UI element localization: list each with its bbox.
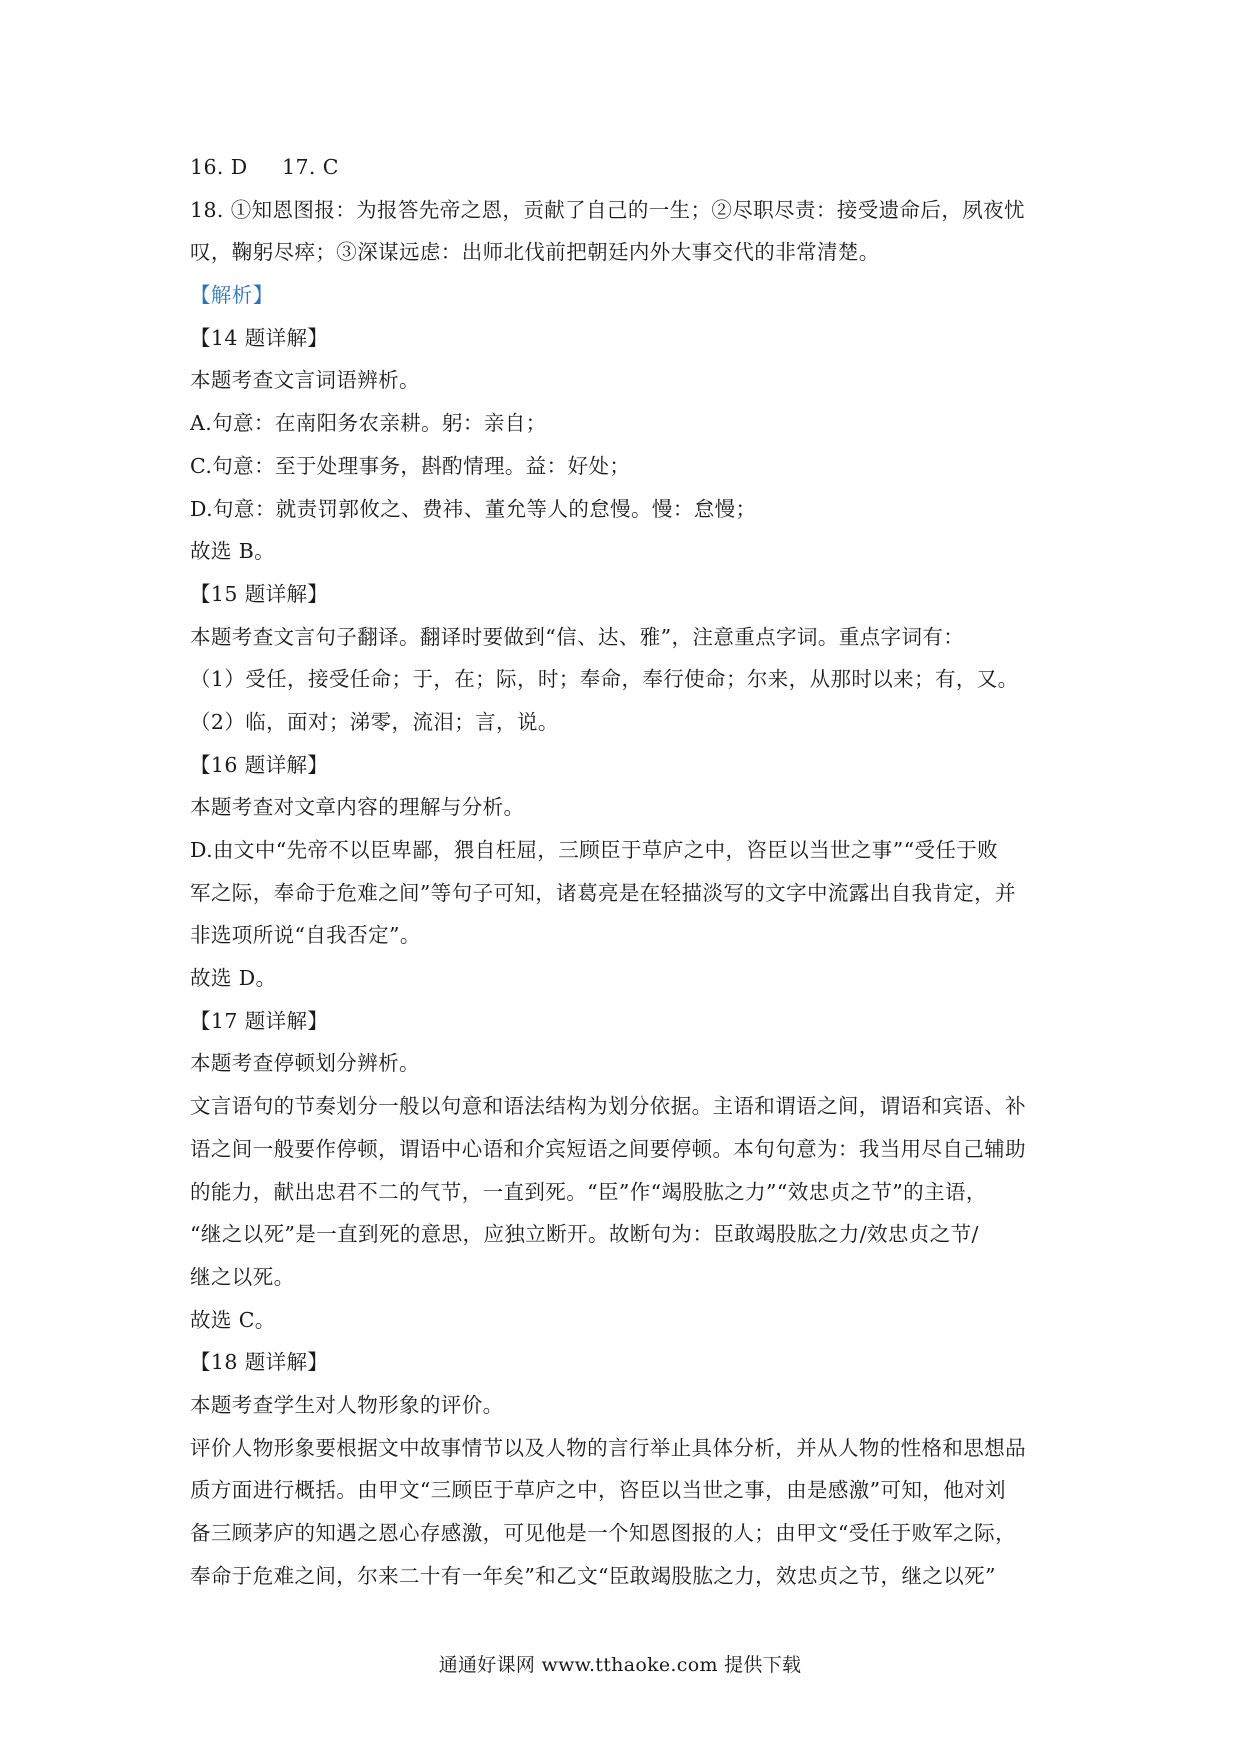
section-18-line: 本题考查学生对人物形象的评价。 (190, 1392, 504, 1417)
answer-18-line-2: 叹，鞠躬尽瘁；③深谋远虑：出师北伐前把朝廷内外大事交代的非常清楚。 (190, 240, 880, 265)
section-17-line: 继之以死。 (190, 1264, 295, 1289)
section-16-line: D.由文中“先帝不以臣卑鄙，猥自枉屈，三顾臣于草庐之中，咨臣以当世之事”“受任于败 (190, 838, 999, 862)
section-17-line: “继之以死”是一直到死的意思，应独立断开。故断句为：臣敢竭股肱之力/效忠贞之节/ (190, 1222, 979, 1247)
section-15-line: 本题考查文言句子翻译。翻译时要做到“信、达、雅”，注意重点字词。重点字词有： (190, 624, 965, 649)
section-14-line: 本题考查文言词语辨析。 (190, 368, 420, 393)
section-14-line: A.句意：在南阳务农亲耕。躬：亲自； (190, 411, 547, 436)
answer-18-line-1: 18. ①知恩图报：为报答先帝之恩，贡献了自己的一生；②尽职尽责：接受遗命后，夙夜忧 (190, 197, 1025, 222)
section-18-line: 评价人物形象要根据文中故事情节以及人物的言行举止具体分析，并从人物的性格和思想品 (190, 1435, 1026, 1460)
section-16-line: 本题考查对文章内容的理解与分析。 (190, 795, 525, 820)
section-17-line: 的能力，献出忠君不二的气节，一直到死。“臣”作“竭股肱之力”“效忠贞之节”的主语， (190, 1179, 987, 1204)
analysis-label: 【解析】 (190, 283, 274, 308)
section-16-line: 故选 D。 (190, 966, 277, 991)
answers-row (190, 146, 1070, 189)
section-heading-15: 【15 题详解】 (190, 581, 329, 606)
section-heading-18: 【18 题详解】 (190, 1350, 329, 1375)
section-14-line: D.句意：就责罚郭攸之、费祎、董允等人的怠慢。慢：怠慢； (190, 496, 757, 521)
section-heading-14: 【14 题详解】 (190, 325, 329, 350)
section-18-line: 备三顾茅庐的知遇之恩心存感激，可见他是一个知恩图报的人；由甲文“受任于败军之际， (190, 1521, 1016, 1545)
section-18-line: 质方面进行概括。由甲文“三顾臣于草庐之中，咨臣以当世之事，由是感激”可知，他对刘 (190, 1478, 1006, 1503)
section-heading-17: 【17 题详解】 (190, 1008, 329, 1033)
page-footer: 通通好课网 www.tthaoke.com 提供下载 (438, 1654, 802, 1676)
section-17-line: 本题考查停顿划分辨析。 (190, 1051, 420, 1076)
section-16-line: 军之际，奉命于危难之间”等句子可知，诸葛亮是在轻描淡写的文字中流露出自我肯定，并 (190, 880, 1016, 905)
section-17-line: 语之间一般要作停顿，谓语中心语和介宾短语之间要停顿。本句句意为：我当用尽自己辅助 (190, 1136, 1026, 1161)
section-14-line: C.句意：至于处理事务，斟酌情理。益：好处； (190, 453, 631, 478)
answer-16: 16. D (190, 155, 248, 179)
section-15-line: （2）临，面对；涕零，流泪；言，说。 (190, 709, 559, 734)
section-16-line: 非选项所说“自我否定”。 (190, 923, 421, 948)
answer-17: 17. C (282, 155, 339, 179)
section-18-line: 奉命于危难之间，尔来二十有一年矣”和乙文“臣敢竭股肱之力，效忠贞之节，继之以死” (190, 1563, 996, 1588)
section-15-line: （1）受任，接受任命；于，在；际，时；奉命，奉行使命；尔来，从那时以来；有，又。 (190, 667, 1019, 692)
section-17-line: 故选 C。 (190, 1307, 276, 1332)
page-content (190, 146, 1070, 1597)
section-17-line: 文言语句的节奏划分一般以句意和语法结构为划分依据。主语和谓语之间，谓语和宾语、补 (190, 1094, 1026, 1119)
section-heading-16: 【16 题详解】 (190, 752, 329, 777)
section-14-line: 故选 B。 (190, 539, 276, 564)
